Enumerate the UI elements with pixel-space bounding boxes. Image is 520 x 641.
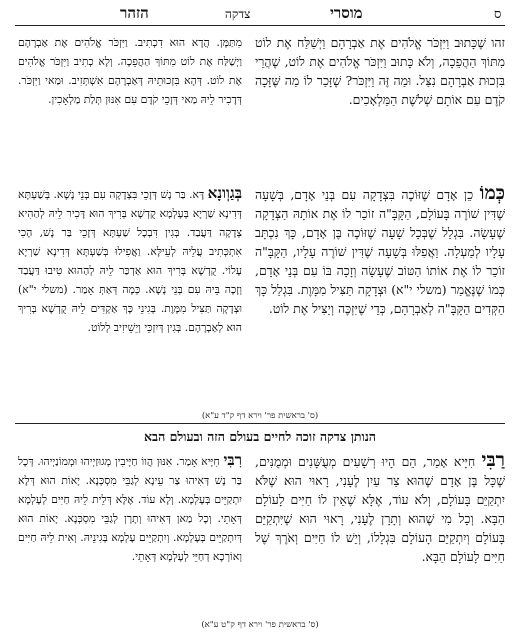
section-heading: הנותן צדקה זוכה לחיים בעולם הזה ובעולם הבא (144, 429, 376, 444)
block2-source-citation: (ס' בראשית פר' וירא דף ק"ד ע"א) (201, 411, 319, 421)
block3-aramaic-text: חִיָּיא אָמַר. אִנּוּן הֲווֹ חַיָּיבִין מְגוּזַיְיהוּ וּמְמוֹנַיְיהוּ. דְּכָל בַּר נָשׁ דְּאִיהוּ צַר עֵינָא לְגַבֵּי מִסְכְּנָא. יָאוֹת הוּא דְּלָא יִתְקַיֵּים בְּעָלְמָא. וְלָא עוֹד. אֶלָּא דְּלֵית לֵיהּ חַיִּים לְעָלְמָא דְּאָתֵי. וְכָל מַאן דְּאִיהוּ וְתָרָן לְגַבֵּי מִסְכְּנָא. יָאוֹת הוּא דְּיִתְקַיֵּים בְּעָלְמָא. וְיִתְקַיֵּים עָלְמָא בְּגִינֵיהּ. וְאִית לֵיהּ חַיִּים וְאוֹרְכָא דְחַיֵּי לְעָלְמָא דְּאָתֵי. (18, 455, 242, 563)
block2-hebrew-text: כֵן אָדָם שֶׁזּוֹכֶה בִּצְדָקָה עִם בְּנֵי אָדָם, בְּשָׁעָה שֶׁדִּין שׁוֹרֶה בָּעוֹלָם, הַקָּבָּ"ה זוֹכֵר לוֹ אֶת אוֹתָהּ הַצְּדָקָה שֶׁעָשָׂה. בִּגְלַל שֶׁבְּכָל שָׁעָה שֶׁזּוֹכֶה בֶּן אָדָם, כָּךְ נִכְתָּב עָלָיו לְמַעְלָה. וַאֲפִלּוּ בְּשָׁעָה שֶׁדִּין שׁוֹרֶה עָלָיו, הַקָּבָּ"ה זוֹכֵר לוֹ אֶת אוֹתוֹ הַטּוֹב שֶׁעָשָׂה וְזָכָה בּוֹ עִם בְּנֵי אָדָם, כְּמוֹ שֶׁנֶּאֱמַר (משלי י"א) וּצְדָקָה תַּצִּיל מִמָּוֶת. בִּגְלַל כָּךְ הַקְּדִים הַקָּבָּ"ה לְאַבְרָהָם, כְּדֵי שֶׁיִּזְכֶּה וְיַצִּיל אֶת לוֹט. (255, 187, 505, 316)
block1-hebrew-paragraph: זהו שֶׁכָּתוּב וַיִּזְכֹּר אֱלֹהִים אֶת אַבְרָהָם וַיְשַׁלַּח אֶת לוֹט מִתּוֹךְ הַהֲפֵכָה, וְלֹא כָּתוּב וַיִּזְכֹּר אֱלֹהִים אֶת לוֹט, שֶׁהֲרֵי בִּזְכוּת אַבְרָהָם נִצַּל. וּמַה זֶּה וַיִּזְכֹּר? שֶׁזָּכַר לוֹ מַה שֶּׁזָּכָה קֹדֶם עִם אוֹתָם שְׁלֹשֶׁת הַמַּלְאָכִים. (255, 35, 505, 107)
block1-aramaic-paragraph: מִתַּמָּן. הֲדָא הוּא דִכְתִיב. וַיִּזְכֹּר אֱלֹהִים אֶת אַבְרָהָם וַיְשַׁלַּח אֶת לוֹט מִתּוֹךְ הַהֲפֵכָה. וְלָא כְתִיב וַיִּזְכֹּר אֱלֹהִים אֶת לוֹט. דְּהָא בִּזְכוּתֵיהּ דְּאַבְרָהָם אִשְׁתְּזִיב. וּמַאי וַיִּזְכֹּר. דְּדָכִיר לֵיהּ מַאי דְּזָכֵי קֹדֶם עִם אִנּוּן תְּלַת מַלְאָכִין. (18, 36, 242, 106)
block3-aramaic-opener: רִבִּי (223, 451, 242, 469)
block2-aramaic-paragraph (18, 185, 242, 337)
section-rule (15, 423, 505, 424)
block2-hebrew-paragraph (255, 182, 505, 318)
block2-aramaic-text: דָּא. בַּר נָשׁ דְּזָכֵי בִּצְדָקָה עִם בְּנֵי נָשָׁא. בְּשַׁעְתָּא דְּדִינָא שַׁרְיָא בְּעָלְמָא קֻדְשָׁא בְּרִיךְ הוּא דָּכִיר לֵיהּ לְהַהִיא צְדָקָה דַּעֲבַד. בְּגִין דִּבְכָל שַׁעְתָּא דְּזָכֵי בַּר נָשׁ, הָכִי אִתְכְּתִיב עֲלֵיהּ לְעֵילָּא. וַאֲפִילוּ בְּשַׁעְתָּא דְּדִינָא שַׁרְיָא עָלוֹי. קֻדְשָׁא בְּרִיךְ הוּא אַדְכַּר לֵיהּ לְהַהוּא טִיבוּ דַּעֲבַד וְזָכָה בֵּיהּ עִם בְּנֵי נָשָׁא. כְּמָה דְּאַתְּ אָמַר. (משלי י"א) וּצְדָקָה תַּצִּיל מִמָּוֶת. בְּגִינֵי כָּךְ אַקְדִּים לֵיהּ קֻדְשָׁא בְּרִיךְ הוּא לְאַבְרָהָם. בְּגִין דְּיִזְכֵּי וְיֵשֵׁיזִיב לְלוֹט. (18, 188, 242, 334)
running-topic: צדקה (225, 7, 251, 21)
block3-hebrew-opener: רַבִּי (481, 449, 505, 471)
block2-aramaic-opener: בְּגַוְונָא (207, 184, 242, 202)
block2-hebrew-opener: כְּמוֹ (479, 182, 505, 204)
block3-hebrew-text: חִיָּיא אָמַר, הֵם הָיוּ רְשָׁעִים מְעֻשָּׁנִים וּמְמֻנִּים, שֶׁכָּל בֶּן אָדָם שֶׁהוּא צַר עַיִן לֶעָנִי, רָאוּי הוּא שֶׁלֹּא יִתְקַיֵּם בָּעוֹלָם, וְלֹא עוֹד, אֶלָּא שֶׁאֵין לוֹ חַיִּים לָעוֹלָם הַבָּא. וְכָל מִי שֶׁהוּא וְתָרָן לֶעָנִי, רָאוּי הוּא שֶׁיִּתְקַיֵּם בָּעוֹלָם וְיִתְקַיֵּם הָעוֹלָם בִּגְלָלוֹ, וְיֵשׁ לוֹ חַיִּים וְאֹרֶךְ שֶׁל חַיִּים לָעוֹלָם הַבָּא. (255, 454, 505, 564)
block3-hebrew-paragraph (255, 449, 505, 566)
block3-source-citation: (ס' בראשית פר' וירא דף ק"ט ע"א) (201, 620, 319, 630)
running-title-right: מוסרי (330, 4, 363, 22)
page-number: ס (494, 7, 502, 22)
running-title-left: הזהר (120, 4, 149, 22)
block3-aramaic-paragraph (18, 452, 242, 566)
header-rule (15, 25, 505, 26)
